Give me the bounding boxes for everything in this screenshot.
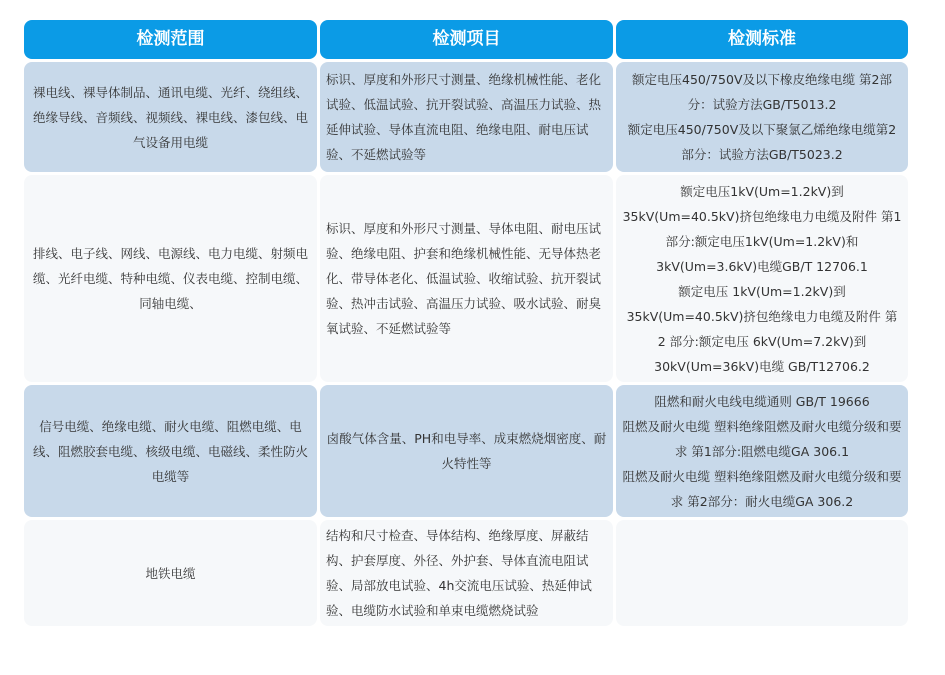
header-standard: 检测标准	[616, 20, 908, 59]
table-row	[24, 62, 908, 172]
range-text: 信号电缆、绝缘电缆、耐火电缆、阻燃电缆、电线、阻燃胶套电缆、核级电缆、电磁线、柔性防火电缆等	[32, 418, 308, 484]
items-text: 卤酸气体含量、PH和电导率、成束燃烧烟密度、耐火特性等	[326, 431, 607, 471]
items-cell	[320, 175, 613, 382]
table-row	[24, 520, 908, 626]
standard-text: 阻燃和耐火电线电缆通则 GB/T 19666 阻燃及耐火电缆 塑料绝缘阻燃及耐火电缆分级和要求 第1部分:阻燃电缆GA 306.1 阻燃及耐火电缆 塑料绝缘阻燃及耐火电缆分级和要求 第2部分：耐火电缆GA 306.2	[622, 393, 902, 509]
standard-cell	[616, 62, 908, 172]
items-cell	[320, 62, 613, 172]
items-text: 标识、厚度和外形尺寸测量、导体电阻、耐电压试验、绝缘电阻、护套和绝缘机械性能、无导体热老化、带导体老化、低温试验、收缩试验、抗开裂试验、热冲击试验、高温压力试验、吸水试验、耐臭氧试验、不延燃试验等	[326, 221, 602, 336]
standard-cell	[616, 175, 908, 382]
standard-cell	[616, 520, 908, 626]
items-text: 结构和尺寸检查、导体结构、绝缘厚度、屏蔽结构、护套厚度、外径、外护套、导体直流电阻试验、局部放电试验、4h交流电压试验、热延伸试验、电缆防水试验和单束电缆燃烧试验	[326, 528, 592, 618]
table-row	[24, 175, 908, 382]
items-cell	[320, 520, 613, 626]
standard-text: 额定电压450/750V及以下橡皮绝缘电缆 第2部分：试验方法GB/T5013.2 额定电压450/750V及以下聚氯乙烯绝缘电缆第2部分：试验方法GB/T5023.2	[627, 72, 897, 162]
range-text: 裸电线、裸导体制品、通讯电缆、光纤、绕组线、绝缘导线、音频线、视频线、裸电线、漆包线、电气设备用电缆	[32, 84, 308, 150]
items-text: 标识、厚度和外形尺寸测量、绝缘机械性能、老化试验、低温试验、抗开裂试验、高温压力试验、热延伸试验、导体直流电阻、绝缘电阻、耐电压试验、不延燃试验等	[326, 72, 602, 162]
range-text: 地铁电缆	[145, 565, 196, 581]
items-cell	[320, 385, 613, 517]
range-text: 排线、电子线、网线、电源线、电力电缆、射频电缆、光纤电缆、特种电缆、仪表电缆、控制电缆、同轴电缆、	[32, 246, 308, 311]
standard-cell	[616, 385, 908, 517]
range-cell	[24, 385, 317, 517]
table-header-row	[24, 20, 908, 59]
range-cell	[24, 62, 317, 172]
header-range: 检测范围	[24, 20, 317, 59]
standard-text: 额定电压1kV(Um=1.2kV)到35kV(Um=40.5kV)挤包绝缘电力电缆及附件 第1部分:额定电压1kV(Um=1.2kV)和3kV(Um=3.6kV)电缆GB/T 12706.1 额定电压 1kV(Um=1.2kV)到35kV(Um=40.5kV)挤包绝缘电力电缆及附件 第 2 部分:额定电压 6kV(Um=7.2kV)到30kV(Um=36kV)电缆 GB/T12706.2	[622, 183, 902, 374]
range-cell	[24, 520, 317, 626]
header-items: 检测项目	[320, 20, 613, 59]
range-cell	[24, 175, 317, 382]
testing-table	[24, 20, 908, 629]
table-row	[24, 385, 908, 517]
